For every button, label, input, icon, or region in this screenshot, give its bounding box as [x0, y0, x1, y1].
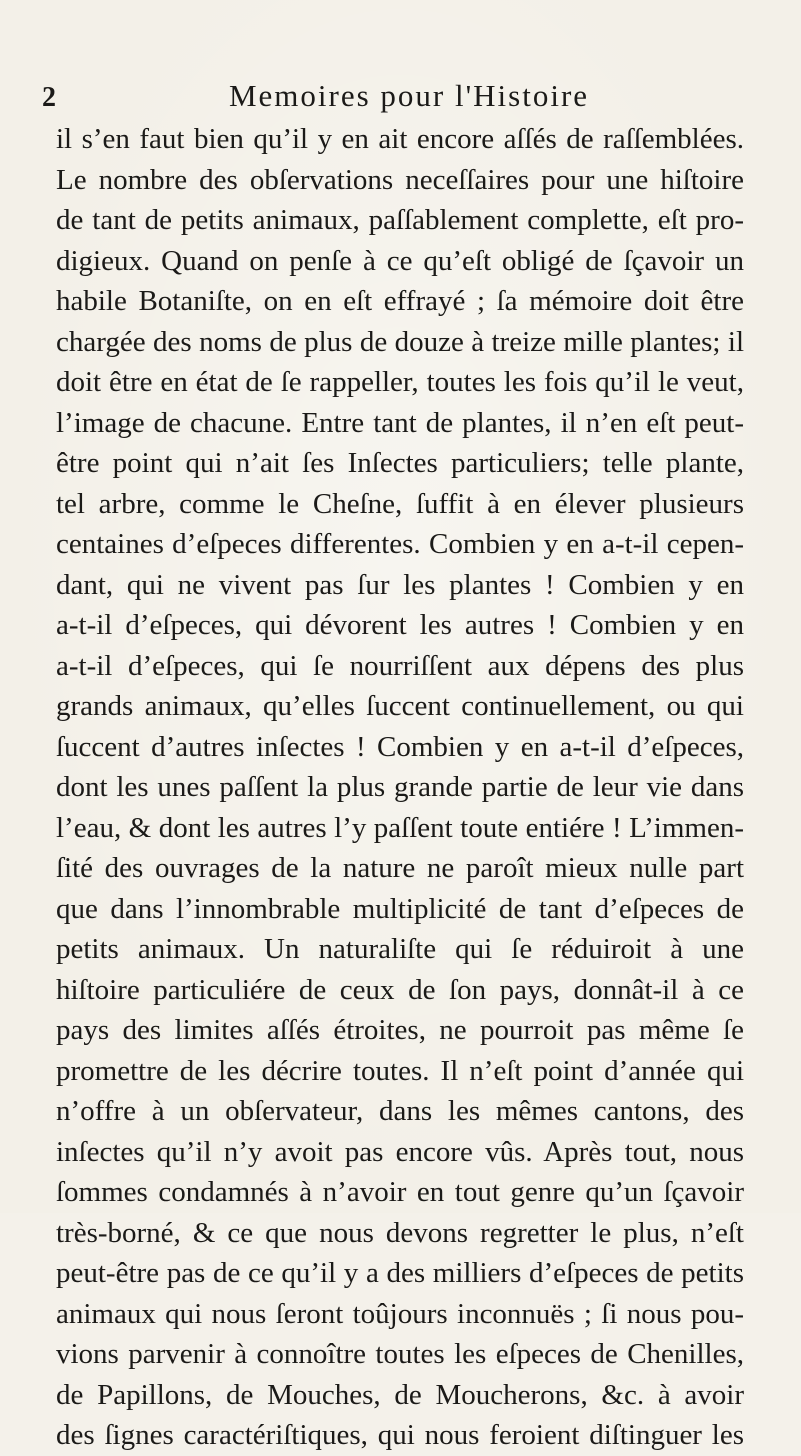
page-number: 2: [42, 82, 56, 113]
text-line: des ſignes caractériſtiques, qui nous feroient diſtinguer les: [56, 1419, 744, 1451]
text-line: animaux qui nous ſeront toûjours inconnuës ; ſi nous pou-: [56, 1297, 744, 1330]
running-head: Memoires pour l'Histoire: [228, 78, 590, 113]
text-line: l’image de chacune. Entre tant de plantes, il n’en eſt peut-: [56, 406, 744, 439]
text-line: a-t-il d’eſpeces, qui dévorent les autres ! Combien y en: [56, 609, 744, 641]
page-header: [42, 78, 742, 120]
text-line: de tant de petits animaux, paſſablement complette, eſt pro-: [56, 204, 744, 236]
text-line: n’offre à un obſervateur, dans les mêmes cantons, des: [56, 1095, 744, 1127]
text-line: digieux. Quand on penſe à ce qu’eſt obligé de ſçavoir un: [56, 244, 744, 277]
text-line: ſommes condamnés à n’avoir en tout genre qu’un ſçavoir: [56, 1176, 744, 1208]
text-line: centaines d’eſpeces differentes. Combien y en a-t-il cepen-: [56, 528, 744, 560]
text-line: peut-être pas de ce qu’il y a des milliers d’eſpeces de petits: [56, 1257, 744, 1289]
text-line: a-t-il d’eſpeces, qui ſe nourriſſent aux dépens des plus: [56, 649, 744, 682]
text-line: Le nombre des obſervations neceſſaires pour une hiſtoire: [56, 163, 744, 196]
text-line: pays des limites aſſés étroites, ne pourroit pas même ſe: [56, 1014, 744, 1046]
text-line: habile Botaniſte, on en eſt effrayé ; ſa mémoire doit être: [56, 285, 744, 317]
text-line: de Papillons, de Mouches, de Moucherons, &c. à avoir: [56, 1378, 744, 1411]
body-text: [56, 119, 744, 1456]
text-line: doit être en état de ſe rappeller, toutes les fois qu’il le veut,: [56, 366, 744, 398]
text-line: il s’en faut bien qu’il y en ait encore aſſés de raſſemblées.: [56, 123, 744, 155]
text-line: être point qui n’ait ſes Inſectes particuliers; telle plante,: [56, 447, 744, 479]
text-line: promettre de les décrire toutes. Il n’eſt point d’année qui: [56, 1054, 744, 1087]
text-line: inſectes qu’il n’y avoit pas encore vûs. Après tout, nous: [56, 1135, 744, 1168]
text-line: dant, qui ne vivent pas ſur les plantes ! Combien y en: [56, 568, 744, 601]
text-line: que dans l’innombrable multiplicité de tant d’eſpeces de: [56, 892, 744, 925]
text-line: l’eau, & dont les autres l’y paſſent toute entiére ! L’immen-: [56, 811, 744, 844]
text-line: petits animaux. Un naturaliſte qui ſe réduiroit à une: [56, 933, 744, 965]
text-line: chargée des noms de plus de douze à treize mille plantes; il: [56, 325, 744, 358]
text-line: ſuccent d’autres inſectes ! Combien y en a-t-il d’eſpeces,: [56, 730, 744, 763]
text-line: tel arbre, comme le Cheſne, ſuffit à en élever plusieurs: [56, 487, 744, 520]
text-line: vions parvenir à connoître toutes les eſpeces de Chenilles,: [56, 1338, 744, 1370]
text-line: ſité des ouvrages de la nature ne paroît mieux nulle part: [56, 852, 744, 884]
text-line: hiſtoire particuliére de ceux de ſon pays, donnât-il à ce: [56, 973, 744, 1006]
text-line: dont les unes paſſent la plus grande partie de leur vie dans: [56, 771, 744, 803]
text-line: grands animaux, qu’elles ſuccent continuellement, ou qui: [56, 690, 744, 722]
text-line: très-borné, & ce que nous devons regretter le plus, n’eſt: [56, 1216, 744, 1249]
